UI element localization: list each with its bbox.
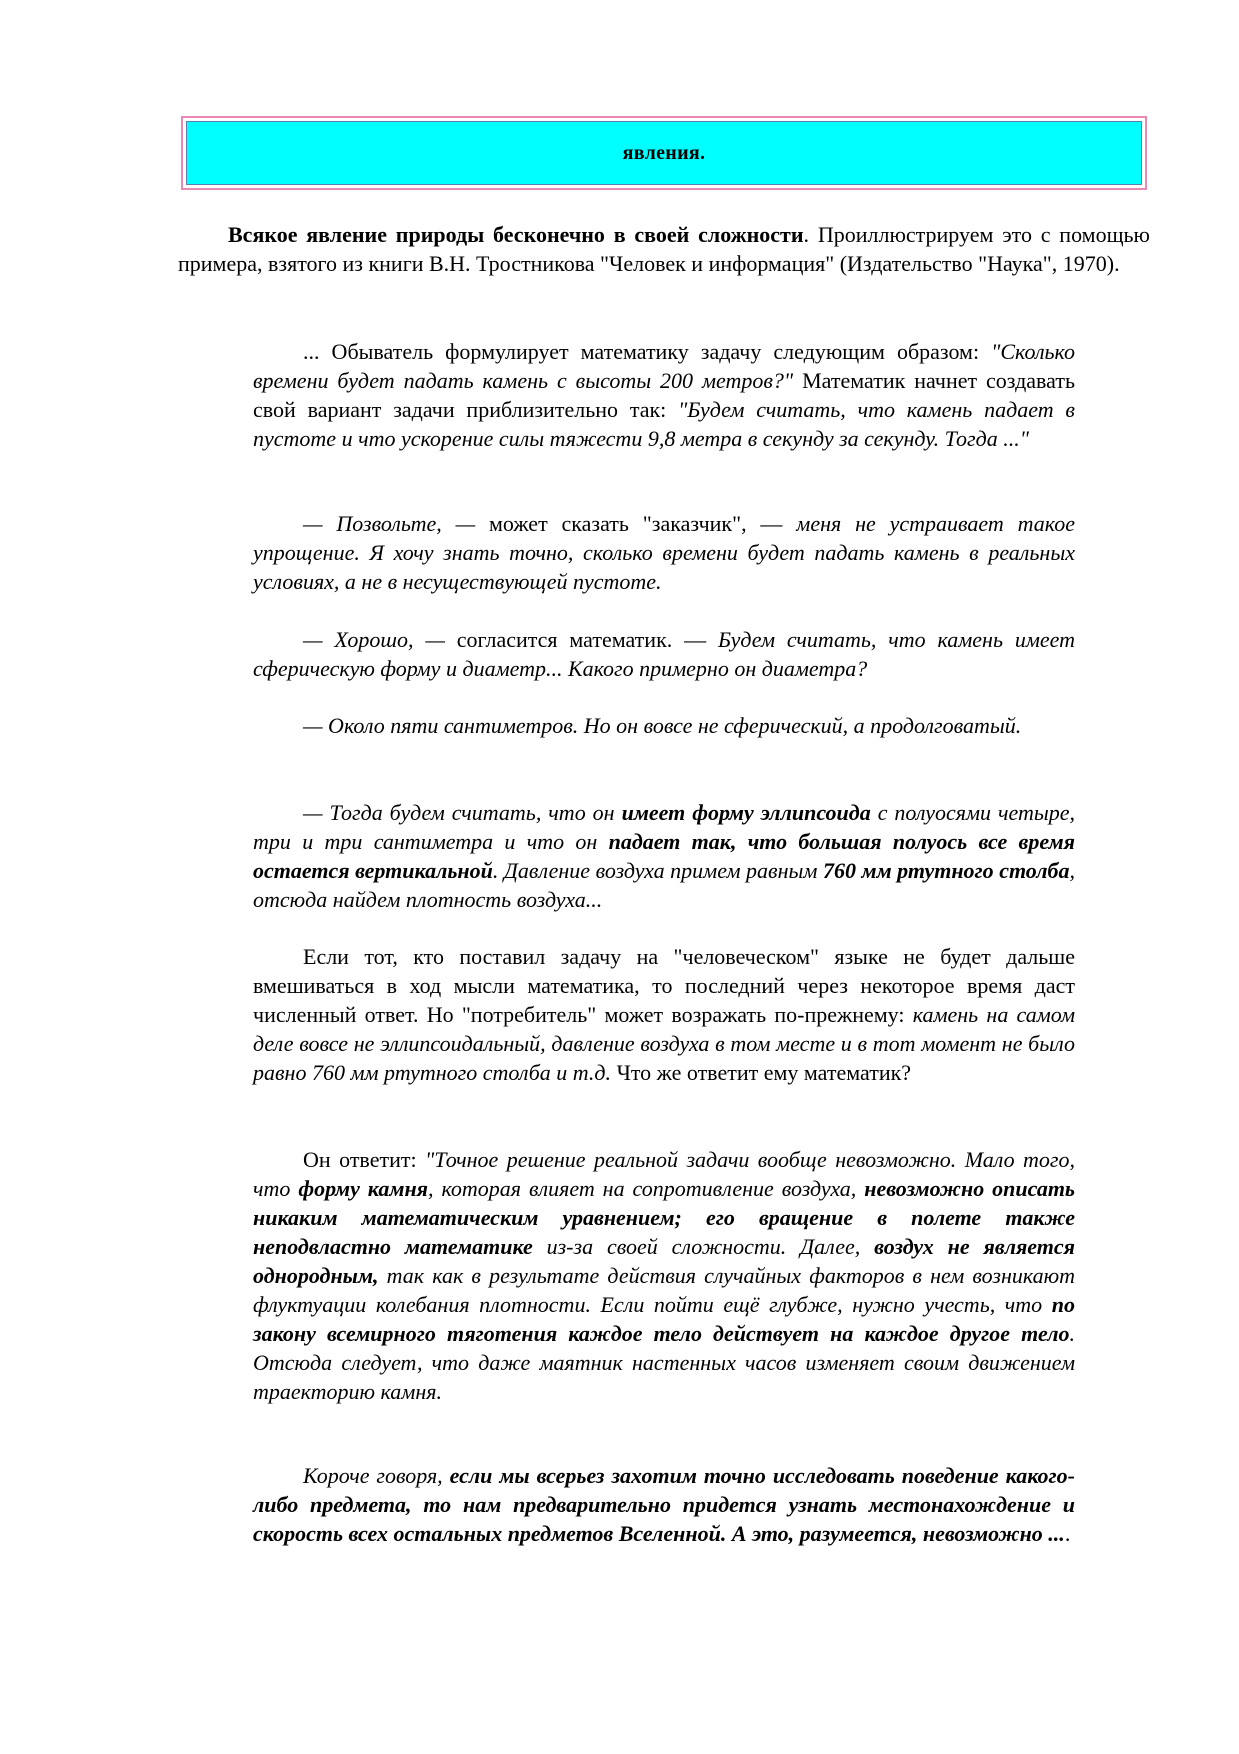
intro-text: . Проиллюстрируем это с помощью примера, взятого из книги В.Н. Тростникова "Человек и информация" (Издательство "Наука", 1970). <box>178 222 1150 276</box>
intro-bold-lead: Всякое явление природы бесконечно в своей сложности <box>228 222 804 247</box>
quote-bold-italic: форму камня <box>298 1176 429 1201</box>
quote-text: Он ответит: <box>303 1147 426 1172</box>
quote-italic: , которая влияет на сопротивление воздуха, <box>428 1176 865 1201</box>
quote-italic: "Будем считать, что камень падает в пустоте и что ускорение силы тяжести 9,8 метра в секунду за секунду. Тогда ..." <box>253 397 1075 451</box>
quote-text: Если тот, кто поставил задачу на "человеческом" языке не будет дальше вмешиваться в ход мысли математика, то последний через некоторое время даст численный ответ. Но "потребитель" может возражать по-прежнему: <box>253 944 1075 1027</box>
quote-italic: — Хорошо, — <box>303 627 445 652</box>
intro-paragraph <box>178 220 1150 278</box>
quote-italic: — Около пяти сантиметров. Но он вовсе не сферический, а продолговатый. <box>303 713 1022 738</box>
quote-paragraph-4 <box>253 711 1075 740</box>
quote-bold-italic: 760 мм ртутного столба <box>822 858 1070 883</box>
quote-italic: с полуосями четыре, три и три сантиметра и что он <box>253 800 1075 854</box>
quote-italic: из-за своей сложности. Далее, <box>532 1234 875 1259</box>
quote-bold-italic: падает так, что большая полуось все время остается вертикальной <box>253 829 1076 883</box>
quote-paragraph-5 <box>253 798 1075 914</box>
quote-paragraph-3 <box>253 625 1075 683</box>
quote-italic: Будем считать, что камень имеет сферическую форму и диаметр... Какого примерно он диаметра? <box>253 627 1075 681</box>
quote-italic: . Давление воздуха примем равным <box>492 858 823 883</box>
quote-italic: . Отсюда следует, что даже маятник настенных часов изменяет своим движением траекторию камня. <box>253 1321 1075 1404</box>
quote-italic: , отсюда найдем плотность воздуха... <box>253 858 1076 912</box>
quote-text: Что же ответит ему математик? <box>611 1060 912 1085</box>
quote-italic: Короче говоря, <box>303 1463 450 1488</box>
quote-text: согласится математик. — <box>444 627 718 652</box>
quote-paragraph-7 <box>253 1145 1075 1406</box>
quote-italic: "Сколько времени будет падать камень с высоты 200 метров?" <box>253 339 1075 393</box>
quote-italic: камень на самом деле вовсе не эллипсоидальный, давление воздуха в том месте и в тот момент не было равно 760 мм ртутного столба и т.д. <box>253 1002 1075 1085</box>
quote-text: . <box>1064 1521 1071 1546</box>
quote-text: Математик начнет создавать свой вариант задачи приблизительно так: <box>253 368 1075 422</box>
section-title: явления. <box>186 121 1142 185</box>
quote-italic: меня не устраивает такое упрощение. Я хочу знать точно, сколько времени будет падать камень в реальных условиях, а не в несуществующей пустоте. <box>253 511 1075 594</box>
quote-paragraph-8 <box>253 1461 1075 1548</box>
quote-paragraph-6 <box>253 942 1075 1087</box>
quote-text: ... Обыватель формулирует математику задачу следующим образом: <box>303 339 992 364</box>
quote-bold-italic: если мы всерьез захотим точно исследовать поведение какого-либо предмета, то нам предварительно придется узнать местонахождение и скорость всех остальных предметов Вселенной. А это, разумеется, невозможно ... <box>253 1463 1075 1546</box>
quote-bold-italic: по закону всемирного тяготения каждое тело действует на каждое другое тело <box>253 1292 1075 1346</box>
quote-text: может сказать "заказчик", — <box>475 511 797 536</box>
quote-italic: — Тогда будем считать, что он <box>303 800 622 825</box>
quote-bold-italic: имеет форму эллипсоида <box>621 800 871 825</box>
quote-bold-italic: невозможно описать никаким математическим уравнением; его вращение в полете также неподвластно математике <box>253 1176 1075 1259</box>
quote-italic: так как в результате действия случайных факторов в нем возникают флуктуации колебания плотности. Если пойти ещё глубже, нужно учесть, что <box>253 1263 1075 1317</box>
quote-italic: — Позвольте, — <box>303 511 476 536</box>
quote-bold-italic: воздух не является однородным, <box>253 1234 1075 1288</box>
quote-paragraph-2 <box>253 509 1075 596</box>
quote-italic: "Точное решение реальной задачи вообще невозможно. Мало того, что <box>253 1147 1075 1201</box>
section-title-banner <box>181 116 1147 190</box>
quote-paragraph-1 <box>253 337 1075 453</box>
